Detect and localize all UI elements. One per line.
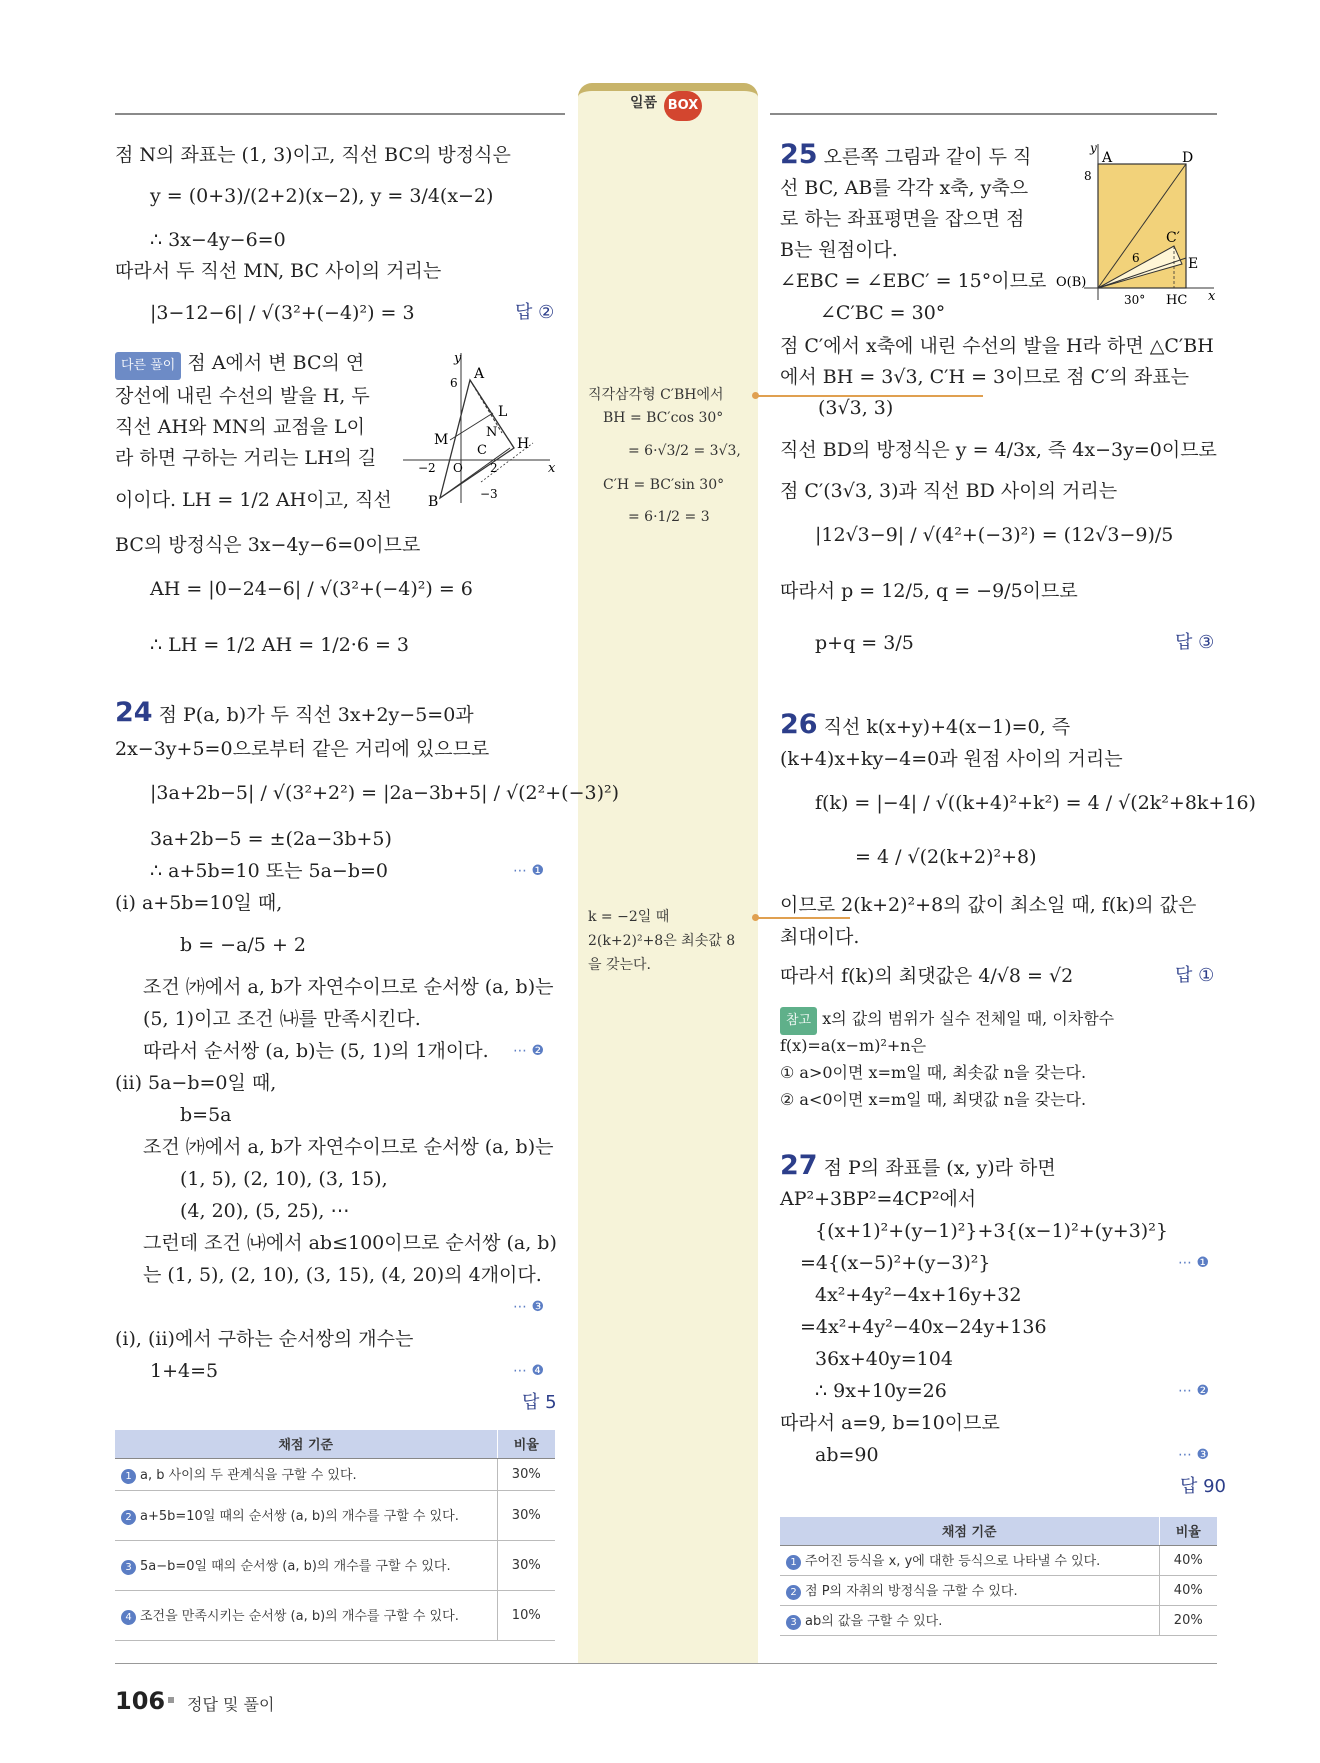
row-number: 4 [121,1610,136,1625]
table-row [115,1540,555,1590]
footer-label: 정답 및 풀이 [187,1695,275,1714]
fig25-OB: O(B) [1056,275,1087,290]
p27-line-5: 4x²+4y²−4x+16y+32 [815,1284,1022,1306]
p24-line-4: 3a+2b−5 = ±(2a−3b+5) [150,828,392,850]
p24-line-13: 조건 ㈎에서 a, b가 자연수이므로 순서쌍 (a, b)는 [143,1136,554,1158]
box-note-1-line-3: = 6·√3/2 = 3√3, [628,443,741,459]
p25-line-3: 로 하는 좌표평면을 잡으면 점 [780,208,1025,230]
p27-step-3: ⋯ ❸ [1178,1447,1210,1463]
alt-line-6: BC의 방정식은 3x−4y−6=0이므로 [115,534,421,556]
p27-number: 27 [780,1150,818,1181]
ref-line-1 [780,1006,1114,1035]
p25-line-12: |12√3−9| / √(4²+(−3)²) = (12√3−9)/5 [815,524,1174,546]
p27-line-7: 36x+40y=104 [815,1348,953,1370]
rate-cell: 20% [1159,1605,1217,1635]
p26-line-6: 최대이다. [780,926,860,948]
p23-line-2: y = (0+3)/(2+2)(x−2), y = 3/4(x−2) [150,185,494,207]
p25-line-2: 선 BC, AB를 각각 x축, y축으 [780,177,1029,199]
scoring-table-27 [780,1517,1217,1636]
row-number: 1 [121,1469,136,1484]
ref-line-2: f(x)=a(x−m)²+n은 [780,1036,927,1055]
p26-line-5: 이므로 2(k+2)²+8의 값이 최소일 때, f(k)의 값은 [780,894,1197,916]
page-number: 106 [115,1687,166,1715]
row-number: 3 [786,1615,801,1630]
box-note-1-line-2: BH = BC′cos 30° [603,410,724,426]
fig23-B: B [428,494,439,508]
p25-line-5: ∠EBC = ∠EBC′ = 15°이므로 [780,270,1047,292]
fig23-2: 2 [490,461,498,475]
p24-step-4: ⋯ ❹ [513,1363,545,1379]
fig25-D: D [1182,150,1194,166]
fig23-O: O [453,461,463,475]
p25-line-11: 점 C′(3√3, 3)과 직선 BD 사이의 거리는 [780,480,1118,502]
p24-line-2: 2x−3y+5=0으로부터 같은 거리에 있으므로 [115,738,490,760]
box-title: 일품 [630,95,658,111]
p24-line-11: (ii) 5a−b=0일 때, [115,1072,277,1094]
p24-line-16: 그런데 조건 ㈏에서 ab≤100이므로 순서쌍 (a, b) [143,1232,557,1254]
rate-cell: 40% [1159,1575,1217,1605]
p27-line-6: =4x²+4y²−40x−24y+136 [800,1316,1047,1338]
fig23-M: M [434,432,449,448]
alt-line-1-text: 점 A에서 변 BC의 연 [187,352,365,374]
box-note-1-line-4: C′H = BC′sin 30° [603,477,725,493]
p24-line-10: 따라서 순서쌍 (a, b)는 (5, 1)의 1개이다. [143,1040,489,1062]
p23-line-3: ∴ 3x−4y−6=0 [150,229,286,251]
table-row [115,1590,555,1640]
table27-head-criteria: 채점 기준 [780,1517,1159,1545]
table27-head-rate: 비율 [1159,1517,1217,1545]
p24-line-17: 는 (1, 5), (2, 10), (3, 15), (4, 20)의 4개이다. [143,1264,542,1286]
alt-line-8: ∴ LH = 1/2 AH = 1/2·6 = 3 [150,634,410,656]
p26-answer: 답 ① [1175,965,1215,986]
p24-step-1: ⋯ ❶ [513,863,545,879]
fig25-x: x [1208,289,1216,304]
p24-number: 24 [115,697,153,728]
table-row [115,1490,555,1540]
figure-25 [1054,140,1220,310]
rate-cell: 40% [1159,1545,1217,1575]
table24-head-criteria: 채점 기준 [115,1430,497,1458]
table-row [115,1458,555,1490]
table-row [780,1575,1217,1605]
p23-line-4: 따라서 두 직선 MN, BC 사이의 거리는 [115,260,442,282]
alt-tag: 다른 풀이 [115,352,181,380]
fig23-L: L [498,404,508,420]
ref-line-4: ② a<0이면 x=m일 때, 최댓값 n을 갖는다. [780,1090,1087,1109]
p27-line-9: 따라서 a=9, b=10이므로 [780,1412,1000,1434]
fig23-A: A [474,366,485,382]
p26-line-2: (k+4)x+ky−4=0과 원점 사이의 거리는 [780,748,1123,770]
p27-line-3: {(x+1)²+(y−1)²}+3{(x−1)²+(y+3)²} [815,1220,1168,1242]
p26-line-4: = 4 / √(2(k+2)²+8) [855,846,1037,868]
p24-line-5: ∴ a+5b=10 또는 5a−b=0 [150,860,389,882]
criteria-text: 5a−b=0일 때의 순서쌍 (a, b)의 개수를 구할 수 있다. [140,1559,451,1574]
p25-answer: 답 ③ [1175,632,1215,653]
ref-line-1-text: x의 값의 범위가 실수 전체일 때, 이차함수 [822,1009,1115,1028]
alt-line-7: AH = |0−24−6| / √(3²+(−4)²) = 6 [150,578,473,600]
p24-line-15: (4, 20), (5, 25), ⋯ [180,1200,350,1222]
fig25-A: A [1102,150,1113,166]
fig23-C: C [477,443,487,458]
p24-answer: 답 5 [522,1392,557,1413]
row-number: 1 [786,1555,801,1570]
p25-number: 25 [780,139,818,170]
fig25-HC: HC [1166,293,1188,308]
alt-line-1 [115,350,364,380]
table-row [780,1605,1217,1635]
fig23-m3: −3 [480,487,498,501]
ref-tag: 참고 [780,1007,817,1035]
alt-line-2: 장선에 내린 수선의 발을 H, 두 [115,385,370,407]
p24-step-2: ⋯ ❷ [513,1043,545,1059]
criteria-text: 점 P의 자취의 방정식을 구할 수 있다. [805,1584,1018,1599]
alt-line-4: 라 하면 구하는 거리는 LH의 길 [115,447,377,469]
p25-line-1 [780,139,1032,170]
p27-answer: 답 90 [1180,1476,1227,1497]
fig25-30: 30° [1124,293,1146,307]
fig25-Cp: C′ [1166,230,1180,246]
alt-line-5: 이이다. LH = 1/2 AH이고, 직선 [115,489,392,511]
box-note-1-line-5: = 6·1/2 = 3 [628,509,710,525]
row-number: 2 [786,1585,801,1600]
fig23-x: x [548,461,556,476]
box-note-2-line-2: 2(k+2)²+8은 최솟값 8 [588,933,736,949]
row-number: 2 [121,1510,136,1525]
box-note-2-line-1: k = −2일 때 [588,909,670,925]
criteria-text: 조건을 만족시키는 순서쌍 (a, b)의 개수를 구할 수 있다. [140,1609,459,1624]
p27-line-10: ab=90 [815,1444,879,1466]
p24-line-18: (i), (ii)에서 구하는 순서쌍의 개수는 [115,1328,414,1350]
p25-line-1-text: 오른쪽 그림과 같이 두 직 [823,146,1032,168]
fig25-8: 8 [1084,169,1092,183]
fig25-E: E [1188,256,1199,272]
p26-number: 26 [780,709,818,740]
rate-cell: 10% [497,1590,555,1640]
fig23-m2: −2 [418,461,436,475]
p25-line-9: (3√3, 3) [818,397,894,419]
p27-line-2: AP²+3BP²=4CP²에서 [780,1188,977,1210]
p24-step-3: ⋯ ❸ [513,1299,545,1315]
fig25-6: 6 [1132,251,1140,265]
p24-line-12: b=5a [180,1104,232,1126]
alt-line-3: 직선 AH와 MN의 교점을 L이 [115,416,365,438]
p24-line-1-text: 점 P(a, b)가 두 직선 3x+2y−5=0과 [158,704,474,726]
p26-line-1-text: 직선 k(x+y)+4(x−1)=0, 즉 [823,716,1071,738]
p24-line-3: |3a+2b−5| / √(3²+2²) = |2a−3b+5| / √(2²+(−3)²) [150,782,620,804]
p24-line-1 [115,697,474,728]
top-rule-right [770,113,1217,115]
figure-23 [398,348,558,508]
footer-bullet [168,1697,174,1703]
fig23-y: y [454,351,462,366]
p24-line-7: b = −a/5 + 2 [180,934,306,956]
footer-rule [115,1663,1217,1664]
p25-line-7: 점 C′에서 x축에 내린 수선의 발을 H라 하면 △C′BH [780,335,1214,357]
p24-line-8: 조건 ㈎에서 a, b가 자연수이므로 순서쌍 (a, b)는 [143,976,554,998]
p26-line-1 [780,709,1071,740]
p27-line-4: =4{(x−5)²+(y−3)²} [800,1252,991,1274]
p27-step-2: ⋯ ❷ [1178,1383,1210,1399]
scoring-table-24 [115,1430,555,1641]
box-column [578,83,758,1663]
p25-line-13: 따라서 p = 12/5, q = −9/5이므로 [780,580,1078,602]
rate-cell: 30% [497,1458,555,1490]
ref-line-3: ① a>0이면 x=m일 때, 최솟값 n을 갖는다. [780,1063,1087,1082]
row-number: 3 [121,1560,136,1575]
p25-line-4: B는 원점이다. [780,239,898,261]
fig23-N: N [486,425,498,440]
criteria-text: a+5b=10일 때의 순서쌍 (a, b)의 개수를 구할 수 있다. [140,1509,459,1524]
p26-line-7: 따라서 f(k)의 최댓값은 4/√8 = √2 [780,965,1074,987]
p23-line-1: 점 N의 좌표는 (1, 3)이고, 직선 BC의 방정식은 [115,144,511,166]
p25-line-14: p+q = 3/5 [815,632,914,654]
box-badge: BOX [664,91,702,121]
p23-line-5: |3−12−6| / √(3²+(−4)²) = 3 [150,302,415,324]
box-note-1-line-1: 직각삼각형 C′BH에서 [588,387,724,403]
criteria-text: ab의 값을 구할 수 있다. [805,1614,943,1629]
p24-line-19: 1+4=5 [150,1360,219,1382]
table-row [780,1545,1217,1575]
table24-head-rate: 비율 [497,1430,555,1458]
p27-line-1-text: 점 P의 좌표를 (x, y)라 하면 [823,1157,1056,1179]
criteria-text: 주어진 등식을 x, y에 대한 등식으로 나타낼 수 있다. [805,1554,1101,1569]
p24-line-14: (1, 5), (2, 10), (3, 15), [180,1168,388,1190]
p27-line-1 [780,1150,1056,1181]
fig23-6: 6 [450,376,458,390]
rate-cell: 30% [497,1540,555,1590]
box-note-2-line-3: 을 갖는다. [588,957,651,973]
p26-line-3: f(k) = |−4| / √((k+4)²+k²) = 4 / √(2k²+8k+16) [815,792,1256,814]
p24-line-9: (5, 1)이고 조건 ㈏를 만족시킨다. [143,1008,421,1030]
p27-step-1: ⋯ ❶ [1178,1255,1210,1271]
p25-line-6: ∠C′BC = 30° [820,302,946,324]
rate-cell: 30% [497,1490,555,1540]
p25-line-8: 에서 BH = 3√3, C′H = 3이므로 점 C′의 좌표는 [780,366,1189,388]
p24-line-6: (i) a+5b=10일 때, [115,892,283,914]
top-rule-left [115,113,565,115]
fig25-y: y [1090,141,1097,155]
p23-answer: 답 ② [515,302,555,323]
p27-line-8: ∴ 9x+10y=26 [815,1380,947,1402]
criteria-text: a, b 사이의 두 관계식을 구할 수 있다. [140,1468,357,1483]
p25-line-10: 직선 BD의 방정식은 y = 4/3x, 즉 4x−3y=0이므로 [780,439,1217,461]
fig23-H: H [517,436,530,452]
